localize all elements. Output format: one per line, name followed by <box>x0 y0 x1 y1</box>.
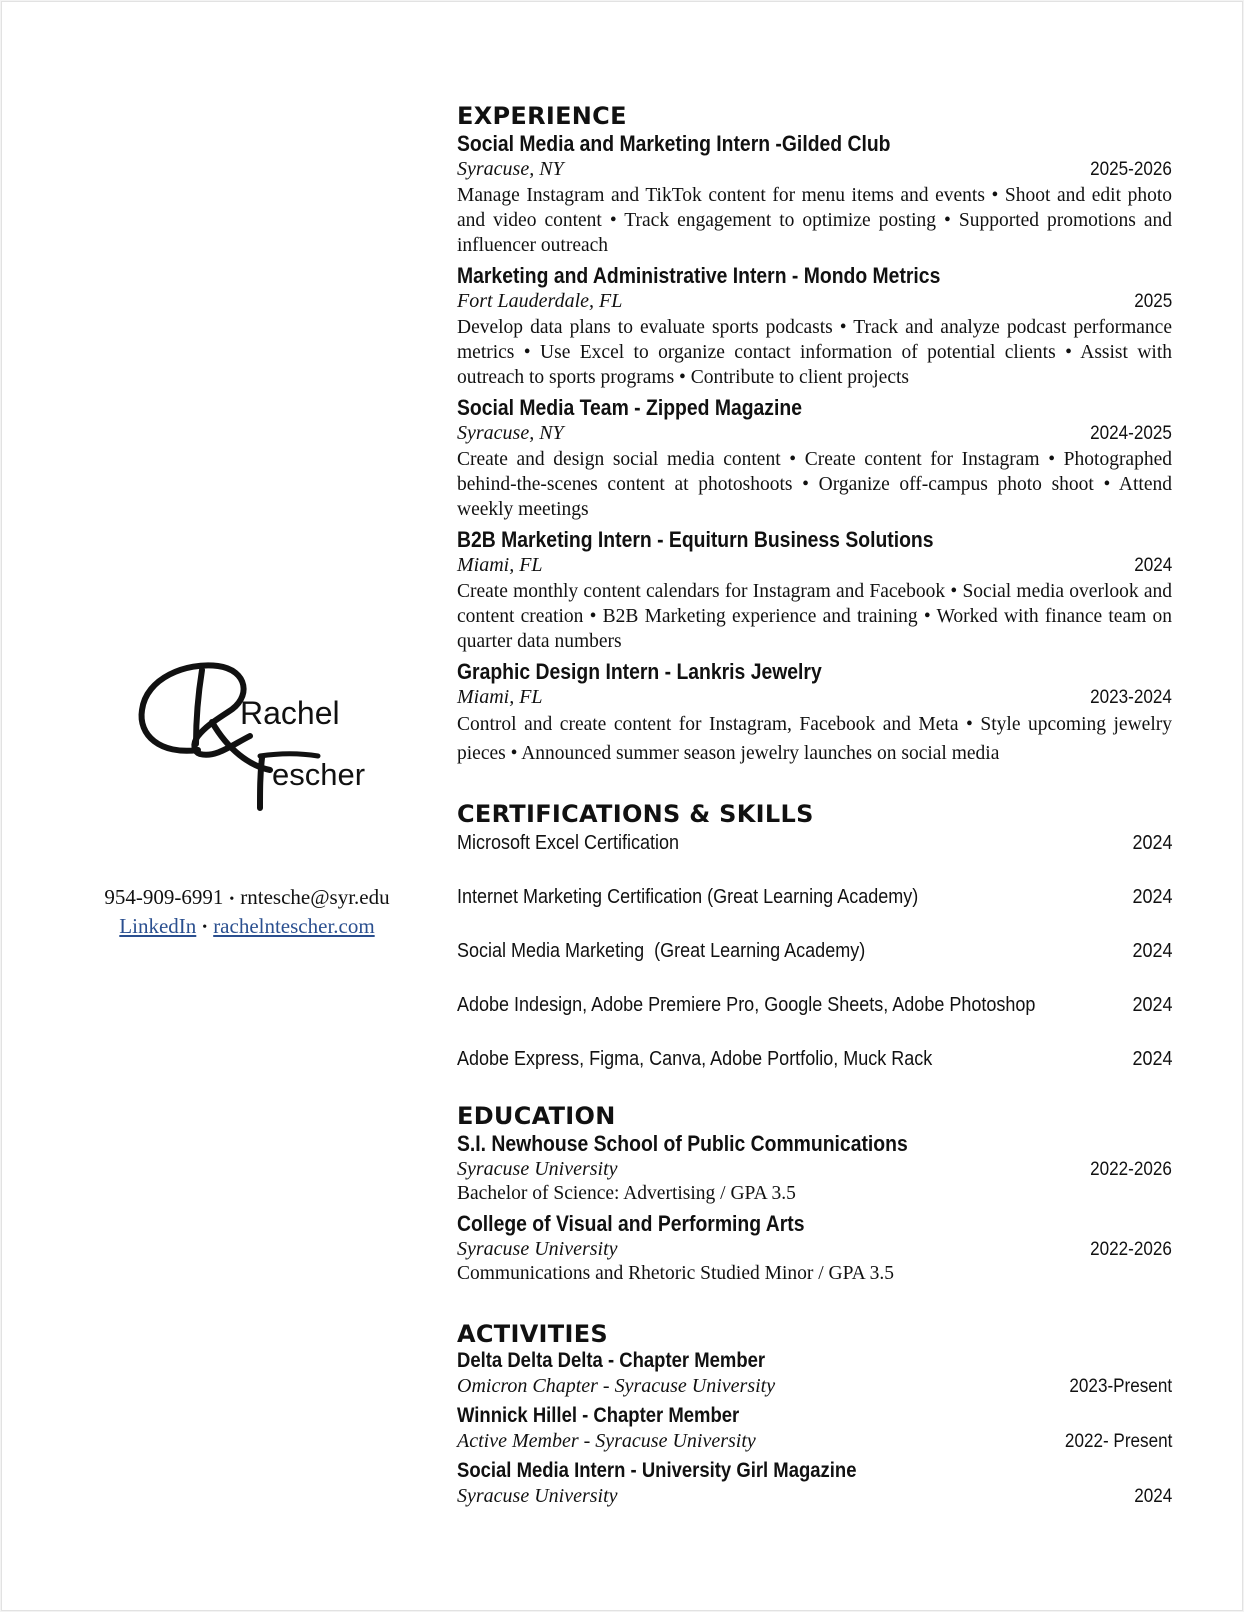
activity-title: Winnick Hillel - Chapter Member <box>457 1404 740 1427</box>
experience-location: Syracuse, NY <box>457 422 564 444</box>
activity-title: Delta Delta Delta - Chapter Member <box>457 1349 766 1372</box>
experience-location: Miami, FL <box>457 686 543 708</box>
certification-row <box>457 830 1172 856</box>
education-item <box>457 1130 1172 1206</box>
website-link[interactable]: rachelntescher.com <box>213 913 375 938</box>
experience-description: Create and design social media content • Create content for Instagram • Photographed behind-the-scenes content at photoshoots • Organize off-campus photo shoot • Attend weekly meetings <box>457 449 1172 520</box>
activities-heading: ACTIVITIES <box>457 1320 608 1348</box>
experience-item <box>457 526 1172 654</box>
experience-title: Graphic Design Intern - Lankris Jewelry <box>457 659 822 684</box>
experience-title: B2B Marketing Intern - Equiturn Business Solutions <box>457 527 934 552</box>
experience-item <box>457 130 1172 258</box>
contact-line-1 <box>62 884 432 913</box>
certification-name: Internet Marketing Certification (Great Learning Academy) <box>457 886 919 908</box>
education-detail: Communications and Rhetoric Studied Minor / GPA 3.5 <box>457 1263 894 1284</box>
experience-item <box>457 394 1172 522</box>
experience-heading: EXPERIENCE <box>457 102 627 130</box>
certification-name: Microsoft Excel Certification <box>457 832 680 854</box>
experience-dates: 2023-2024 <box>1090 687 1172 708</box>
experience-title: Social Media Team - Zipped Magazine <box>457 395 802 420</box>
experience-location: Fort Lauderdale, FL <box>457 290 623 312</box>
phone: 954-909-6991 <box>104 885 224 909</box>
certification-row <box>457 938 1172 964</box>
experience-dates: 2024 <box>1133 555 1172 576</box>
certification-year: 2024 <box>1131 994 1172 1016</box>
activity-dates: 2024 <box>1133 1486 1172 1507</box>
certification-year: 2024 <box>1131 886 1172 908</box>
certification-name: Adobe Indesign, Adobe Premiere Pro, Google Sheets, Adobe Photoshop <box>457 994 1036 1016</box>
activity-item <box>457 1348 1172 1399</box>
certifications-heading: CERTIFICATIONS & SKILLS <box>457 800 814 828</box>
certification-year: 2024 <box>1131 940 1172 962</box>
activity-subtitle: Active Member - Syracuse University <box>457 1430 756 1452</box>
bullet-icon: • <box>202 920 208 936</box>
signature-line1: Rachel <box>240 695 340 731</box>
certification-row <box>457 1046 1172 1072</box>
education-dates: 2022-2026 <box>1090 1239 1172 1260</box>
education-heading: EDUCATION <box>457 1102 616 1130</box>
education-school: College of Visual and Performing Arts <box>457 1211 805 1236</box>
experience-dates: 2025 <box>1133 291 1172 312</box>
certification-row <box>457 884 1172 910</box>
activity-title: Social Media Intern - University Girl Magazine <box>457 1459 857 1482</box>
experience-description: Manage Instagram and TikTok content for menu items and events • Shoot and edit photo and video content • Track engagement to optimize posting • Supported promotions and influencer outreach <box>457 185 1172 256</box>
education-institution: Syracuse University <box>457 1158 618 1180</box>
experience-description: Develop data plans to evaluate sports podcasts • Track and analyze podcast performance metrics • Use Excel to organize contact information of potential clients • Assist with outreach to sports programs • Contribute to client projects <box>457 317 1172 388</box>
activity-item <box>457 1458 1172 1509</box>
certification-year: 2024 <box>1131 1048 1172 1070</box>
contact-block <box>62 884 432 941</box>
certification-year: 2024 <box>1131 832 1172 854</box>
experience-location: Miami, FL <box>457 554 543 576</box>
education-school: S.I. Newhouse School of Public Communications <box>457 1131 908 1156</box>
resume-page <box>1 1 1243 1611</box>
experience-title: Social Media and Marketing Intern -Gilded Club <box>457 131 891 156</box>
experience-dates: 2024-2025 <box>1090 423 1172 444</box>
main-column <box>457 102 1172 1509</box>
signature-line2: escher <box>272 757 366 792</box>
activity-item <box>457 1403 1172 1454</box>
education-institution: Syracuse University <box>457 1238 618 1260</box>
experience-item <box>457 262 1172 390</box>
certification-name: Adobe Express, Figma, Canva, Adobe Portfolio, Muck Rack <box>457 1048 933 1070</box>
email[interactable]: rntesche@syr.edu <box>240 885 390 909</box>
activity-dates: 2023-Present <box>1069 1376 1172 1397</box>
activity-subtitle: Syracuse University <box>457 1485 618 1507</box>
education-detail: Bachelor of Science: Advertising / GPA 3.5 <box>457 1183 796 1204</box>
experience-description: Control and create content for Instagram, Facebook and Meta • Style upcoming jewelry pieces • Announced summer season jewelry launches on social media <box>457 714 1172 764</box>
certification-row <box>457 992 1172 1018</box>
experience-location: Syracuse, NY <box>457 158 564 180</box>
experience-dates: 2025-2026 <box>1090 159 1172 180</box>
activity-dates: 2022- Present <box>1064 1431 1172 1452</box>
activity-subtitle: Omicron Chapter - Syracuse University <box>457 1375 776 1397</box>
signature-logo <box>120 640 380 820</box>
experience-title: Marketing and Administrative Intern - Mondo Metrics <box>457 263 941 288</box>
education-dates: 2022-2026 <box>1090 1159 1172 1180</box>
contact-line-2 <box>62 913 432 942</box>
education-item <box>457 1210 1172 1286</box>
linkedin-link[interactable]: LinkedIn <box>119 913 197 938</box>
experience-description: Create monthly content calendars for Instagram and Facebook • Social media overlook and content creation • B2B Marketing experience and training • Worked with finance team on quarter data numbers <box>457 581 1172 652</box>
experience-item <box>457 658 1172 768</box>
certification-name: Social Media Marketing (Great Learning Academy) <box>457 940 866 962</box>
bullet-icon: • <box>229 891 235 907</box>
